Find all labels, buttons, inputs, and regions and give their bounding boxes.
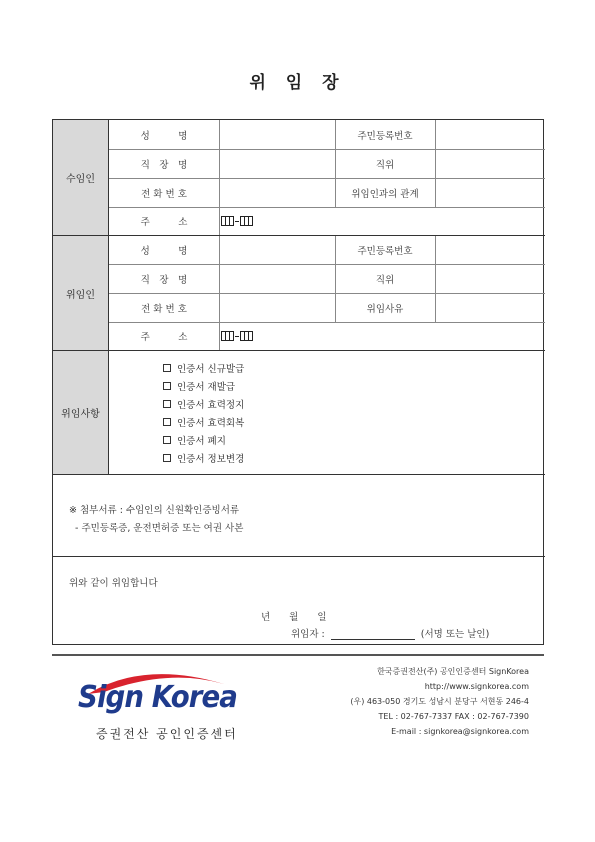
email-link[interactable]: E-mail : signkorea@signkorea.com xyxy=(391,727,529,736)
checkbox[interactable] xyxy=(163,364,171,372)
option-restore[interactable] xyxy=(163,415,244,429)
delegator-address-label: 주 소 xyxy=(140,332,188,343)
delegator-position-label: 직위 xyxy=(375,274,395,286)
document-title: 위 임 장 xyxy=(249,73,346,93)
delegator-reason-field[interactable] xyxy=(435,293,545,322)
postal-address: (우) 463-050 경기도 성남시 분당구 서현동 246-4 xyxy=(350,697,529,706)
recipient-name-label: 성 명 xyxy=(140,130,188,142)
option-reissue[interactable] xyxy=(163,379,235,393)
mandate-section-label: 위임사항 xyxy=(53,351,109,474)
logo-subtitle: 증권전산 공인인증센터 xyxy=(96,727,238,741)
phone-fax: TEL : 02-767-7337 FAX : 02-767-7390 xyxy=(378,712,529,721)
delegator-phone-field[interactable] xyxy=(219,293,335,322)
delegator-position-field[interactable] xyxy=(435,264,545,293)
divider xyxy=(219,207,220,235)
signature-note: (서명 또는 날인) xyxy=(420,629,490,640)
delegator-postcode-boxes[interactable] xyxy=(221,322,252,350)
power-of-attorney-form xyxy=(52,119,544,645)
checkbox[interactable] xyxy=(163,418,171,426)
recipient-section-label: 수임인 xyxy=(53,120,109,235)
company-name: 한국증권전산(주) 공인인증센터 SignKorea xyxy=(377,667,529,676)
option-label: 인증서 정보변경 xyxy=(177,454,245,465)
date-line: 년 월 일 xyxy=(261,612,327,623)
checkbox[interactable] xyxy=(163,436,171,444)
delegator-name-field[interactable] xyxy=(219,236,335,264)
recipient-id-field[interactable] xyxy=(435,120,545,149)
delegator-workplace-label: 직 장 명 xyxy=(140,274,188,286)
option-revoke[interactable] xyxy=(163,433,226,447)
checkbox[interactable] xyxy=(163,400,171,408)
recipient-position-field[interactable] xyxy=(435,149,545,178)
logo-wordmark: Sign Korea xyxy=(78,680,237,715)
delegator-signature-label: 위임자 : xyxy=(291,629,325,640)
checkbox[interactable] xyxy=(163,382,171,390)
option-info-change[interactable] xyxy=(163,451,244,465)
section-divider xyxy=(53,474,545,475)
recipient-workplace-field[interactable] xyxy=(219,149,335,178)
option-label: 인증서 재발급 xyxy=(177,382,236,393)
delegator-workplace-field[interactable] xyxy=(219,264,335,293)
section-divider xyxy=(53,556,545,557)
delegator-reason-label: 위임사유 xyxy=(366,303,404,315)
divider xyxy=(219,322,220,350)
footer-rule xyxy=(52,654,544,656)
option-label: 인증서 폐지 xyxy=(177,436,226,447)
delegator-signature-line xyxy=(291,626,489,640)
recipient-phone-field[interactable] xyxy=(219,178,335,207)
recipient-address-label: 주 소 xyxy=(140,217,188,228)
option-label: 인증서 효력회복 xyxy=(177,418,245,429)
recipient-postcode-boxes[interactable] xyxy=(221,207,252,235)
section-divider xyxy=(53,350,545,351)
attachments-note: ※ 첨부서류 : 수임인의 신원확인증빙서류 xyxy=(69,505,240,516)
delegator-id-label: 주민등록번호 xyxy=(357,246,413,257)
checkbox[interactable] xyxy=(163,454,171,462)
contact-info xyxy=(350,664,529,739)
delegator-name-label: 성 명 xyxy=(140,246,188,257)
recipient-relationship-label: 위임인과의 관계 xyxy=(351,188,419,200)
closing-statement: 위와 같이 위임합니다 xyxy=(69,578,158,589)
recipient-phone-label: 전 화 번 호 xyxy=(141,188,187,200)
option-suspend[interactable] xyxy=(163,397,244,411)
attachments-detail: - 주민등록증, 운전면허증 또는 여권 사본 xyxy=(75,523,244,534)
recipient-position-label: 직위 xyxy=(375,159,395,171)
recipient-id-label: 주민등록번호 xyxy=(357,130,413,142)
recipient-workplace-label: 직 장 명 xyxy=(140,159,188,171)
option-label: 인증서 효력정지 xyxy=(177,400,245,411)
recipient-relationship-field[interactable] xyxy=(435,178,545,207)
option-new-issue[interactable] xyxy=(163,361,244,375)
signature-blank[interactable] xyxy=(331,630,415,640)
delegator-id-field[interactable] xyxy=(435,236,545,264)
option-label: 인증서 신규발급 xyxy=(177,364,245,375)
delegator-phone-label: 전 화 번 호 xyxy=(141,303,187,315)
delegator-section-label: 위임인 xyxy=(53,236,109,350)
recipient-name-field[interactable] xyxy=(219,120,335,149)
website-link[interactable]: http://www.signkorea.com xyxy=(424,682,529,691)
